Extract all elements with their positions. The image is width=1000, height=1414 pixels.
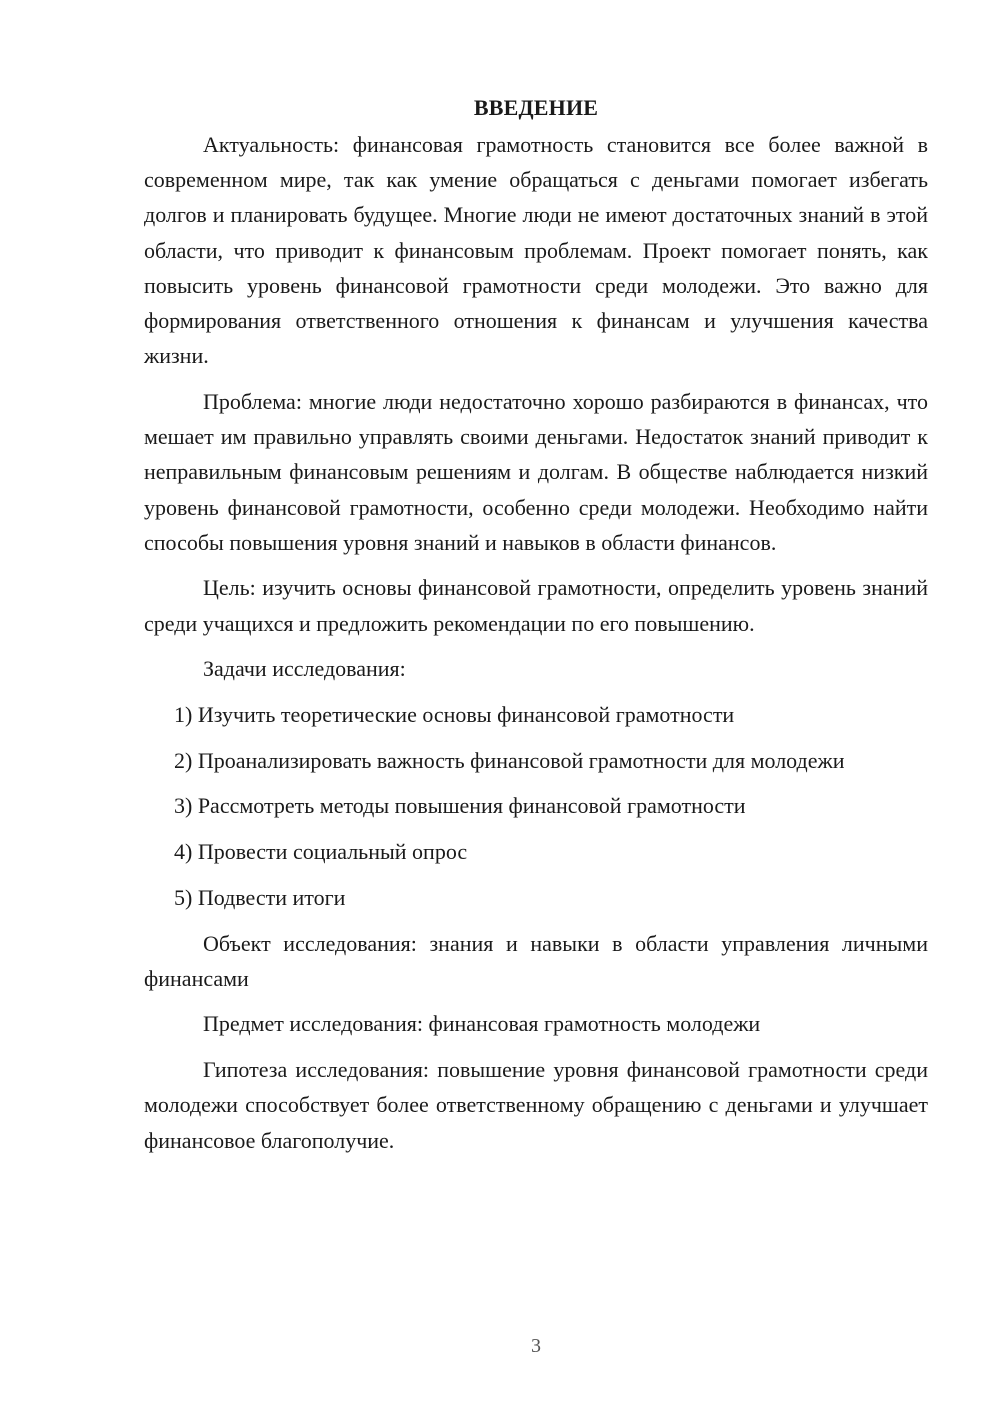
list-item: 3) Рассмотреть методы повышения финансовой грамотности bbox=[174, 793, 746, 819]
section-title: ВВЕДЕНИЕ bbox=[473, 95, 599, 120]
paragraph-goal: Цель: изучить основы финансовой грамотности, определить уровень знаний среди учащихся и предложить рекомендации по его повышению. bbox=[144, 575, 928, 636]
paragraph-problem: Проблема: многие люди недостаточно хорошо разбираются в финансах, что мешает им правильно управлять своими деньгами. Недостаток знаний приводит к неправильным финансовым решениям и долгам. В обществе наблюдается низкий уровень финансовой грамотности, особенно среди молодежи. Необходимо найти способы повышения уровня знаний и навыков в области финансов. bbox=[144, 388, 928, 555]
paragraph-object: Объект исследования: знания и навыки в области управления личными финансами bbox=[144, 930, 928, 991]
list-item: 4) Провести социальный опрос bbox=[174, 839, 468, 865]
list-item: 1) Изучить теоретические основы финансовой грамотности bbox=[174, 702, 735, 728]
list-item: 5) Подвести итоги bbox=[174, 884, 346, 910]
page-content bbox=[144, 90, 928, 1168]
paragraph-hypothesis: Гипотеза исследования: повышение уровня финансовой грамотности среди молодежи способствует более ответственному обращению с деньгами и улучшает финансовое благополучие. bbox=[144, 1057, 928, 1153]
paragraph-subject: Предмет исследования: финансовая грамотность молодежи bbox=[203, 1011, 761, 1037]
paragraph-relevance: Актуальность: финансовая грамотность становится все более важной в современном мире, так как умение обращаться с деньгами помогает избегать долгов и планировать будущее. Многие люди не имеют достаточных знаний в этой области, что приводит к финансовым проблемам. Проект помогает понять, как повысить уровень финансовой грамотности среди молодежи. Это важно для формирования ответственного отношения к финансам и улучшения качества жизни. bbox=[144, 132, 928, 369]
list-item: 2) Проанализировать важность финансовой грамотности для молодежи bbox=[174, 747, 845, 773]
page-number: 3 bbox=[531, 1335, 541, 1357]
tasks-heading: Задачи исследования: bbox=[203, 656, 406, 682]
tasks-list bbox=[144, 697, 928, 915]
